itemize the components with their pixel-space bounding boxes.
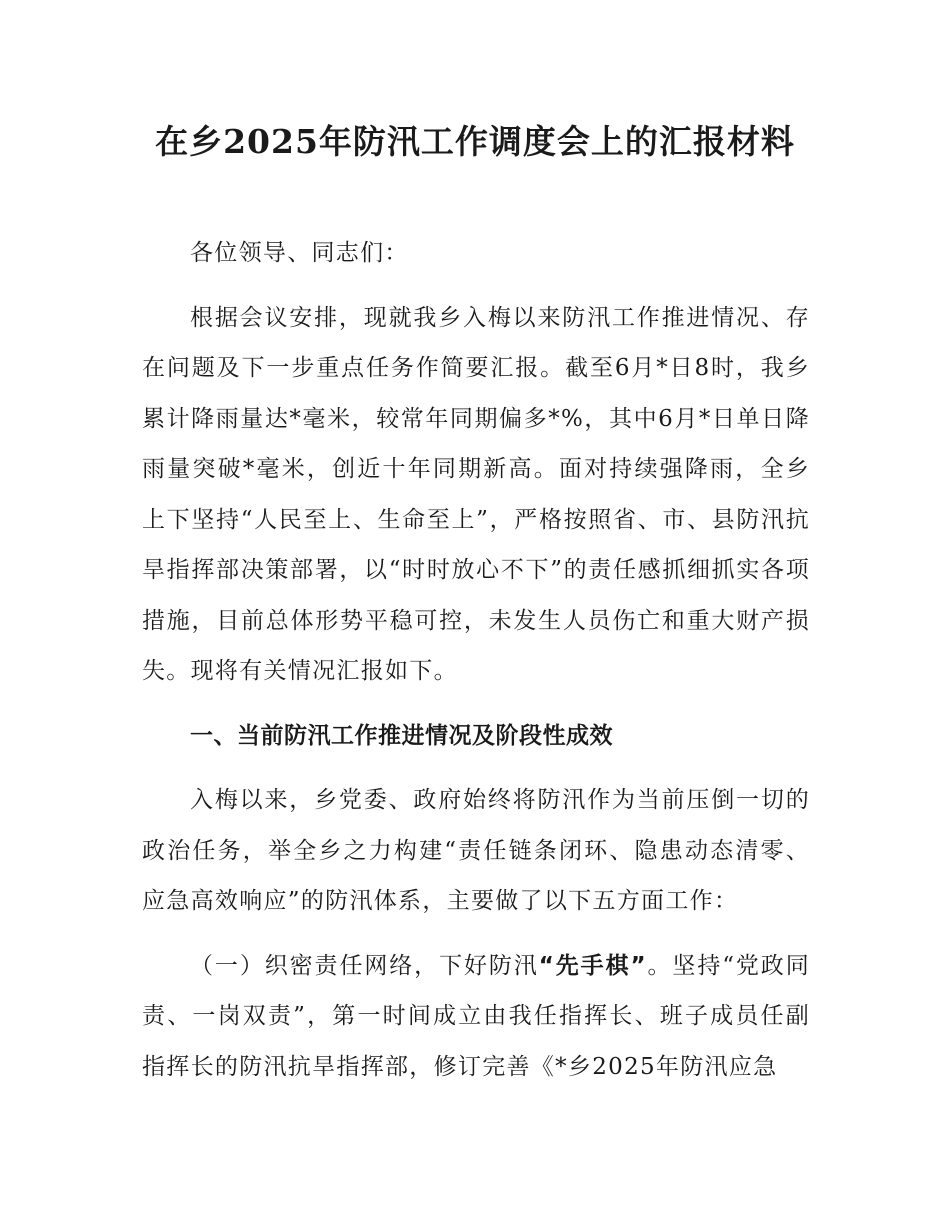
document-body (142, 228, 810, 1092)
section-heading-1: 一、当前防汛工作推进情况及阶段性成效 (190, 722, 613, 749)
salutation: 各位领导、同志们： (190, 240, 409, 266)
intro-paragraph: 根据会议安排，现就我乡入梅以来防汛工作推进情况、存在问题及下一步重点任务作简要汇报。截至6月*日8时，我乡累计降雨量达*毫米，较常年同期偏多*%，其中6月*日单日降雨量突破*毫米，创近十年同期新高。面对持续强降雨，全乡上下坚持“人民至上、生命至上”，严格按照省、市、县防汛抗旱指挥部决策部署，以“时时放心不下”的责任感抓细抓实各项措施，目前总体形势平稳可控，未发生人员伤亡和重大财产损失。现将有关情况汇报如下。 (142, 304, 810, 684)
item-1-text: 。坚持“党政同责、一岗双责”，第一时间成立由我任指挥长、班子成员任副指挥长的防汛抗旱指挥部，修订完善《*乡2025年防汛应急 (142, 952, 811, 1080)
item-1-emphasis: “先手棋” (538, 952, 647, 979)
document-title: 在乡2025年防汛工作调度会上的汇报材料 (155, 122, 795, 161)
section-1-paragraph: 入梅以来，乡党委、政府始终将防汛作为当前压倒一切的政治任务，举全乡之力构建“责任链条闭环、隐患动态清零、应急高效响应”的防汛体系，主要做了以下五方面工作： (142, 787, 810, 914)
item-1-prefix: （一）织密责任网络，下好防汛 (190, 952, 539, 979)
item-1-paragraph (142, 941, 810, 1093)
